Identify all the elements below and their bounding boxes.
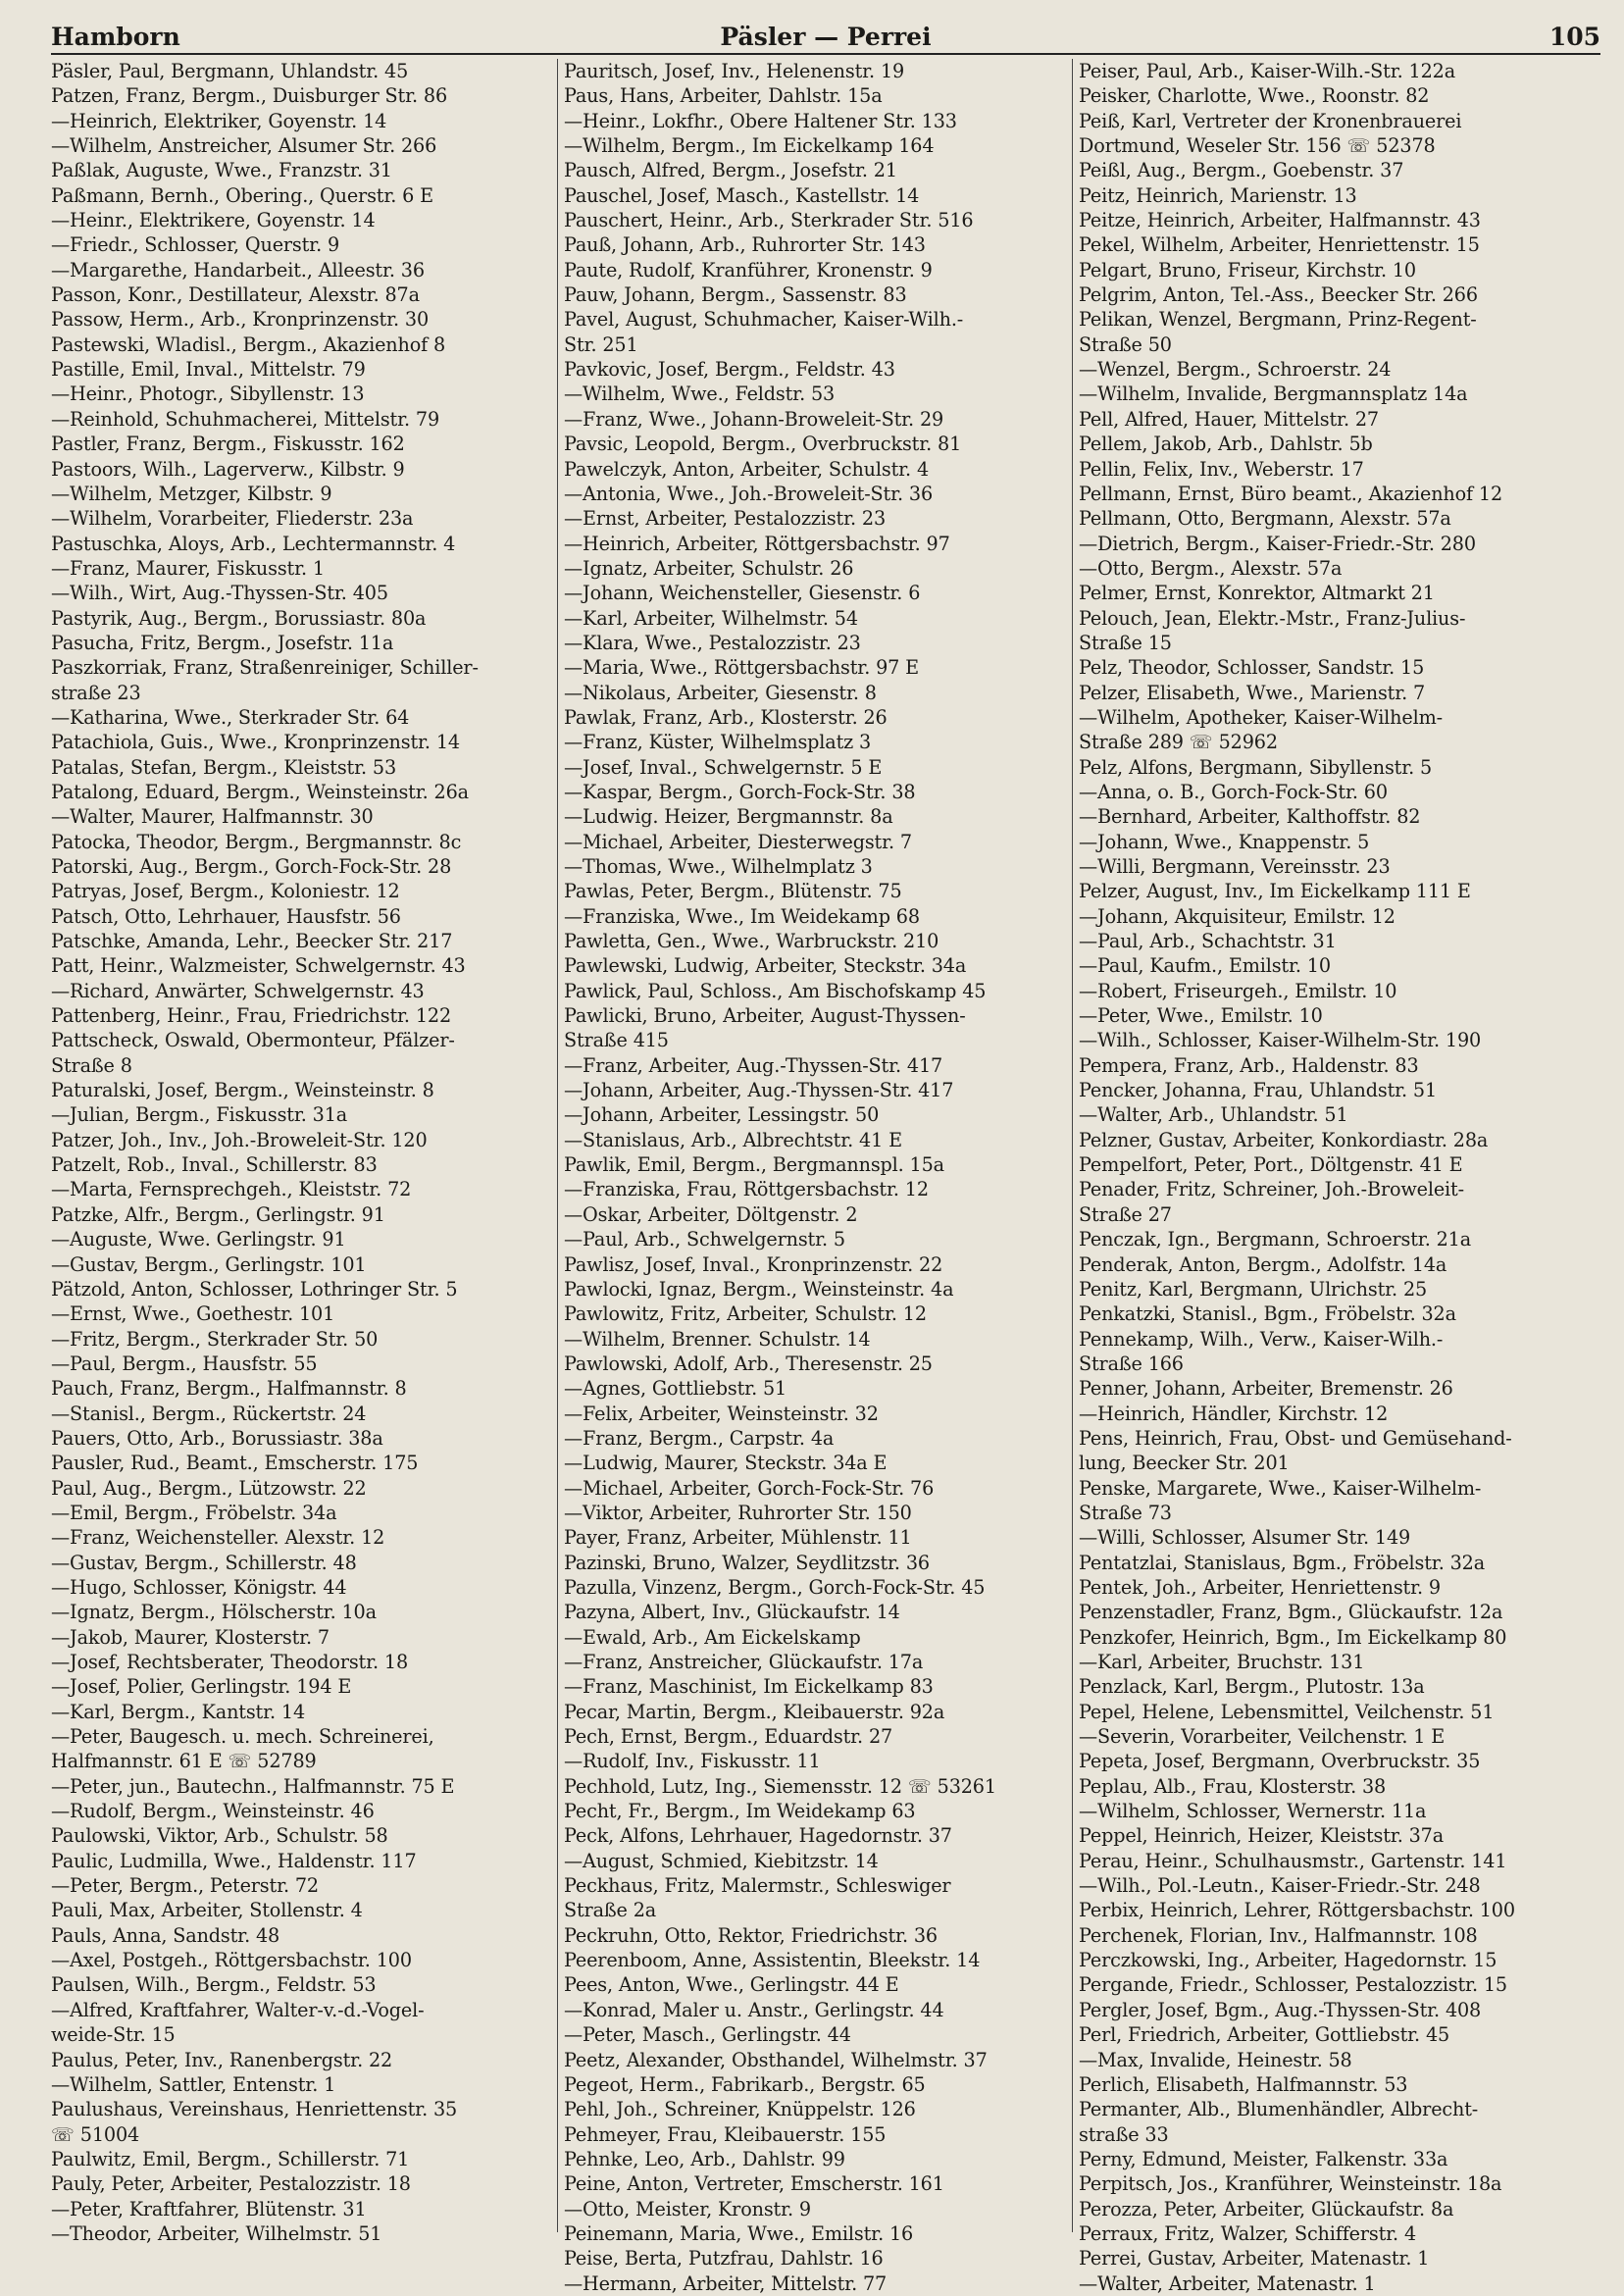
directory-entry: Perraux, Fritz, Walzer, Schifferstr. 4 — [1079, 2221, 1416, 2245]
directory-entry: —Reinhold, Schuhmacherei, Mittelstr. 79 — [51, 407, 440, 431]
directory-entry: Pecht, Fr., Bergm., Im Weidekamp 63 — [564, 1800, 916, 1823]
directory-entry: Peck, Alfons, Lehrhauer, Hagedornstr. 37 — [564, 1824, 952, 1848]
directory-entry: ☏ 51004 — [51, 2122, 140, 2146]
directory-entry: —Johann, Weichensteller, Giesenstr. 6 — [564, 582, 921, 605]
directory-entry: Paute, Rudolf, Kranführer, Kronenstr. 9 — [564, 258, 933, 281]
directory-entry: Pavel, August, Schuhmacher, Kaiser-Wilh.- — [564, 308, 964, 332]
directory-entry: —Wilhelm, Invalide, Bergmannsplatz 14a — [1079, 383, 1468, 406]
directory-entry: Paturalski, Josef, Bergm., Weinsteinstr. 8 — [51, 1079, 434, 1102]
directory-entry: —Gustav, Bergm., Schillerstr. 48 — [51, 1551, 357, 1574]
directory-entry: Pergande, Friedr., Schlosser, Pestalozzistr. 15 — [1079, 1973, 1507, 1997]
directory-entry: Perchenek, Florian, Inv., Halfmannstr. 108 — [1079, 1923, 1478, 1947]
directory-entry: Patalong, Eduard, Bergm., Weinsteinstr. 26a — [51, 780, 469, 803]
directory-entry: Patachiola, Guis., Wwe., Kronprinzenstr. 14 — [51, 731, 460, 754]
directory-entry: Peise, Berta, Putzfrau, Dahlstr. 16 — [564, 2247, 884, 2270]
directory-entry: —Emil, Bergm., Fröbelstr. 34a — [51, 1501, 337, 1524]
directory-entry: —Stanisl., Bergm., Rückertstr. 24 — [51, 1402, 367, 1425]
directory-entry: —Wilhelm, Brenner. Schulstr. 14 — [564, 1327, 871, 1351]
directory-entry: —Wilhelm, Apotheker, Kaiser-Wilhelm- — [1079, 705, 1443, 729]
directory-entry: —Alfred, Kraftfahrer, Walter-v.-d.-Vogel- — [51, 1998, 425, 2021]
directory-entry: Pazyna, Albert, Inv., Glückaufstr. 14 — [564, 1601, 900, 1624]
directory-entry: —Hermann, Arbeiter, Mittelstr. 77 — [564, 2271, 888, 2295]
directory-entry: —Wilh., Wirt, Aug.-Thyssen-Str. 405 — [51, 582, 388, 605]
directory-entry: —Ignatz, Arbeiter, Schulstr. 26 — [564, 556, 854, 580]
directory-entry: —Karl, Arbeiter, Bruchstr. 131 — [1079, 1651, 1365, 1673]
directory-entry: Pell, Alfred, Hauer, Mittelstr. 27 — [1079, 407, 1379, 431]
directory-entry: Pawlowitz, Fritz, Arbeiter, Schulstr. 12 — [564, 1302, 927, 1326]
directory-entry: Pellmann, Ernst, Büro beamt., Akazienhof 12 — [1079, 482, 1503, 505]
directory-entry: —Wilhelm, Metzger, Kilbstr. 9 — [51, 482, 332, 505]
directory-entry: Pelzer, August, Inv., Im Eickelkamp 111 E — [1079, 880, 1471, 903]
directory-entry: Pepel, Helene, Lebensmittel, Veilchenstr. 51 — [1079, 1700, 1495, 1723]
directory-entry: straße 23 — [51, 681, 141, 704]
directory-entry: —Peter, Masch., Gerlingstr. 44 — [564, 2023, 851, 2047]
directory-entry: —Jakob, Maurer, Klosterstr. 7 — [51, 1625, 330, 1649]
directory-entry: Pawlicki, Bruno, Arbeiter, August-Thyssen- — [564, 1004, 966, 1028]
directory-entry: —Heinr., Photogr., Sibyllenstr. 13 — [51, 383, 365, 406]
directory-entry: Pelz, Alfons, Bergmann, Sibyllenstr. 5 — [1079, 755, 1433, 779]
directory-entry: Pauers, Otto, Arb., Borussiastr. 38a — [51, 1426, 383, 1450]
directory-entry: Pattenberg, Heinr., Frau, Friedrichstr. 122 — [51, 1004, 451, 1028]
directory-entry: —Rudolf, Bergm., Weinsteinstr. 46 — [51, 1800, 375, 1823]
directory-entry: Pauritsch, Josef, Inv., Helenenstr. 19 — [564, 60, 905, 82]
directory-entry: Pellin, Felix, Inv., Weberstr. 17 — [1079, 457, 1364, 481]
directory-entry: —Bernhard, Arbeiter, Kalthoffstr. 82 — [1079, 805, 1421, 829]
directory-entry: —Wilhelm, Vorarbeiter, Fliederstr. 23a — [51, 507, 414, 531]
directory-entry: —Rudolf, Inv., Fiskusstr. 11 — [564, 1750, 821, 1773]
directory-entry: —Franz, Maurer, Fiskusstr. 1 — [51, 556, 325, 580]
directory-entry: Straße 415 — [564, 1029, 669, 1052]
directory-entry: —Antonia, Wwe., Joh.-Broweleit-Str. 36 — [564, 482, 934, 505]
directory-entry: Pazulla, Vinzenz, Bergm., Gorch-Fock-Str. 45 — [564, 1575, 986, 1599]
directory-entry: Penitz, Karl, Bergmann, Ulrichstr. 25 — [1079, 1277, 1428, 1301]
directory-entry: Pelzer, Elisabeth, Wwe., Marienstr. 7 — [1079, 681, 1426, 704]
directory-entry: —Johann, Arbeiter, Aug.-Thyssen-Str. 417 — [564, 1079, 954, 1102]
directory-entry: Patalas, Stefan, Bergm., Kleiststr. 53 — [51, 755, 397, 779]
directory-entry: Penzkofer, Heinrich, Bgm., Im Eickelkamp 80 — [1079, 1625, 1507, 1649]
directory-entry: Pempelfort, Peter, Port., Döltgenstr. 41 E — [1079, 1153, 1463, 1177]
directory-entry: Perbix, Heinrich, Lehrer, Röttgersbachstr. 100 — [1079, 1899, 1515, 1922]
directory-entry: Pelmer, Ernst, Konrektor, Altmarkt 21 — [1079, 582, 1435, 605]
directory-entry: Pausch, Alfred, Bergm., Josefstr. 21 — [564, 159, 897, 182]
directory-entry: Paßlak, Auguste, Wwe., Franzstr. 31 — [51, 159, 392, 182]
directory-entry: Patzen, Franz, Bergm., Duisburger Str. 86 — [51, 84, 448, 108]
directory-entry: Pawlocki, Ignaz, Bergm., Weinsteinstr. 4a — [564, 1277, 954, 1301]
directory-entry: Pelouch, Jean, Elektr.-Mstr., Franz-Julius- — [1079, 606, 1466, 630]
directory-entry: —Heinrich, Händler, Kirchstr. 12 — [1079, 1402, 1389, 1425]
directory-entry: Pastille, Emil, Inval., Mittelstr. 79 — [51, 358, 366, 382]
directory-entry: Patocka, Theodor, Bergm., Bergmannstr. 8c — [51, 830, 462, 853]
directory-entry: Patsch, Otto, Lehrhauer, Hausfstr. 56 — [51, 904, 401, 928]
directory-entry: straße 33 — [1079, 2122, 1169, 2146]
directory-entry: Pauli, Max, Arbeiter, Stollenstr. 4 — [51, 1899, 363, 1922]
directory-entry: —Heinr., Lokfhr., Obere Haltener Str. 133 — [564, 109, 957, 132]
directory-entry: —Franziska, Wwe., Im Weidekamp 68 — [564, 904, 920, 928]
directory-entry: —Josef, Rechtsberater, Theodorstr. 18 — [51, 1651, 409, 1673]
directory-entry: Pentek, Joh., Arbeiter, Henriettenstr. 9 — [1079, 1575, 1441, 1599]
directory-entry: —Johann, Wwe., Knappenstr. 5 — [1079, 830, 1370, 853]
directory-entry: —Wilh., Schlosser, Kaiser-Wilhelm-Str. 190 — [1079, 1029, 1482, 1052]
directory-entry: —Peter, Wwe., Emilstr. 10 — [1079, 1004, 1323, 1028]
directory-entry: Peiser, Paul, Arb., Kaiser-Wilh.-Str. 122a — [1079, 60, 1455, 82]
directory-entry: Penader, Fritz, Schreiner, Joh.-Broweleit- — [1079, 1178, 1464, 1201]
directory-entry: Perau, Heinr., Schulhausmstr., Gartenstr. 141 — [1079, 1849, 1507, 1872]
directory-entry: Pavsic, Leopold, Bergm., Overbruckstr. 81 — [564, 433, 962, 456]
directory-entry: —Oskar, Arbeiter, Döltgenstr. 2 — [564, 1202, 858, 1226]
directory-entry: Pausler, Rud., Beamt., Emscherstr. 175 — [51, 1452, 419, 1475]
directory-entry: —Willi, Schlosser, Alsumer Str. 149 — [1079, 1526, 1411, 1550]
directory-entry: —Max, Invalide, Heinestr. 58 — [1079, 2048, 1352, 2071]
directory-entry: Peisker, Charlotte, Wwe., Roonstr. 82 — [1079, 84, 1430, 108]
directory-entry: —Peter, Kraftfahrer, Blütenstr. 31 — [51, 2197, 367, 2220]
directory-entry: Pauch, Franz, Bergm., Halfmannstr. 8 — [51, 1377, 407, 1401]
directory-entry: Pegeot, Herm., Fabrikarb., Bergstr. 65 — [564, 2072, 926, 2096]
directory-entry: Pechhold, Lutz, Ing., Siemensstr. 12 ☏ 53261 — [564, 1774, 996, 1798]
directory-entry: Peißl, Aug., Bergm., Goebenstr. 37 — [1079, 159, 1404, 182]
directory-entry: —Dietrich, Bergm., Kaiser-Friedr.-Str. 280 — [1079, 532, 1476, 555]
directory-entry: —Auguste, Wwe. Gerlingstr. 91 — [51, 1228, 346, 1251]
directory-entry: Patzer, Joh., Inv., Joh.-Broweleit-Str. 120 — [51, 1128, 428, 1151]
directory-entry: —Heinr., Elektrikere, Goyenstr. 14 — [51, 209, 376, 232]
directory-entry: Pech, Ernst, Bergm., Eduardstr. 27 — [564, 1725, 893, 1749]
directory-entry: Pastler, Franz, Bergm., Fiskusstr. 162 — [51, 433, 405, 456]
column-2 — [557, 59, 1072, 2295]
directory-entry: —Gustav, Bergm., Gerlingstr. 101 — [51, 1252, 367, 1276]
directory-entry: —Viktor, Arbeiter, Ruhrorter Str. 150 — [564, 1501, 912, 1524]
directory-entry: Pauly, Peter, Arbeiter, Pestalozzistr. 18 — [51, 2172, 411, 2196]
directory-entry: —Josef, Polier, Gerlingstr. 194 E — [51, 1675, 352, 1699]
directory-entry: Pawlak, Franz, Arb., Klosterstr. 26 — [564, 705, 888, 729]
directory-entry: Pelikan, Wenzel, Bergmann, Prinz-Regent- — [1079, 308, 1477, 332]
directory-entry: Patschke, Amanda, Lehr., Beecker Str. 217 — [51, 930, 453, 953]
directory-entry: —Wilh., Pol.-Leutn., Kaiser-Friedr.-Str. 248 — [1079, 1874, 1481, 1898]
directory-entry: —Peter, jun., Bautechn., Halfmannstr. 75 E — [51, 1774, 455, 1798]
directory-entry: Peitze, Heinrich, Arbeiter, Halfmannstr. 43 — [1079, 209, 1481, 232]
directory-entry: —Wilhelm, Sattler, Entenstr. 1 — [51, 2072, 336, 2096]
directory-entry: Straße 73 — [1079, 1501, 1172, 1524]
directory-entry: —Otto, Bergm., Alexstr. 57a — [1079, 556, 1343, 580]
directory-entry: —Klara, Wwe., Pestalozzistr. 23 — [564, 631, 861, 654]
directory-entry: —Peter, Baugesch. u. mech. Schreinerei, — [51, 1725, 434, 1749]
header-range: Päsler — Perrei — [720, 23, 932, 51]
directory-entry: —Franz, Anstreicher, Glückaufstr. 17a — [564, 1651, 924, 1673]
directory-entry: Pattscheck, Oswald, Obermonteur, Pfälzer- — [51, 1029, 455, 1052]
directory-entry: Paul, Aug., Bergm., Lützowstr. 22 — [51, 1476, 367, 1500]
directory-entry: Pennekamp, Wilh., Verw., Kaiser-Wilh.- — [1079, 1327, 1444, 1351]
directory-entry: Pauschel, Josef, Masch., Kastellstr. 14 — [564, 183, 920, 207]
directory-entry: —Karl, Bergm., Kantstr. 14 — [51, 1700, 306, 1723]
directory-entry: Dortmund, Weseler Str. 156 ☏ 52378 — [1079, 134, 1436, 158]
directory-entry: —Karl, Arbeiter, Wilhelmstr. 54 — [564, 606, 858, 630]
directory-entry: Pawlick, Paul, Schloss., Am Bischofskamp 45 — [564, 979, 987, 1002]
directory-entry: Paulic, Ludmilla, Wwe., Haldenstr. 117 — [51, 1849, 417, 1872]
directory-entry: —Wilhelm, Anstreicher, Alsumer Str. 266 — [51, 134, 437, 158]
directory-entry: Penkatzki, Stanisl., Bgm., Fröbelstr. 32a — [1079, 1302, 1456, 1326]
directory-entry: Pavkovic, Josef, Bergm., Feldstr. 43 — [564, 358, 895, 382]
directory-entry: Penczak, Ign., Bergmann, Schroerstr. 21a — [1079, 1228, 1472, 1251]
directory-entry: —Johann, Akquisiteur, Emilstr. 12 — [1079, 904, 1396, 928]
directory-entry: Perozza, Peter, Arbeiter, Glückaufstr. 8a — [1079, 2197, 1454, 2220]
directory-entry: —Thomas, Wwe., Wilhelmplatz 3 — [564, 855, 873, 878]
directory-entry: Paulwitz, Emil, Bergm., Schillerstr. 71 — [51, 2147, 410, 2170]
directory-entry: —Franz, Arbeiter, Aug.-Thyssen-Str. 417 — [564, 1053, 943, 1077]
directory-entry: Perczkowski, Ing., Arbeiter, Hagedornstr. 15 — [1079, 1949, 1497, 1972]
directory-entry: Passon, Konr., Destillateur, Alexstr. 87a — [51, 283, 420, 307]
directory-entry: Paulushaus, Vereinshaus, Henriettenstr. 35 — [51, 2098, 458, 2121]
directory-entry: Pauschert, Heinr., Arb., Sterkrader Str. 516 — [564, 209, 974, 232]
directory-entry: Pens, Heinrich, Frau, Obst- und Gemüsehand- — [1079, 1426, 1512, 1450]
directory-entry: —Marta, Fernsprechgeh., Kleiststr. 72 — [51, 1178, 412, 1201]
directory-entry: Str. 251 — [564, 332, 638, 356]
directory-entry: Permanter, Alb., Blumenhändler, Albrecht- — [1079, 2098, 1479, 2121]
directory-entry: Pauß, Johann, Arb., Ruhrorter Str. 143 — [564, 233, 926, 257]
directory-entry: —Wenzel, Bergm., Schroerstr. 24 — [1079, 358, 1392, 382]
directory-columns — [51, 59, 1600, 2295]
directory-entry: Pekel, Wilhelm, Arbeiter, Henriettenstr. 15 — [1079, 233, 1480, 257]
directory-entry: Paulowski, Viktor, Arb., Schulstr. 58 — [51, 1824, 388, 1848]
directory-entry: —Nikolaus, Arbeiter, Giesenstr. 8 — [564, 681, 877, 704]
directory-entry: Paßmann, Bernh., Obering., Querstr. 6 E — [51, 183, 434, 207]
directory-entry: —Hugo, Schlosser, Königstr. 44 — [51, 1575, 347, 1599]
directory-entry: Peplau, Alb., Frau, Klosterstr. 38 — [1079, 1774, 1387, 1798]
directory-entry: Straße 2a — [564, 1899, 657, 1922]
directory-entry: Peetz, Alexander, Obsthandel, Wilhelmstr. 37 — [564, 2048, 988, 2071]
directory-entry: —Willi, Bergmann, Vereinsstr. 23 — [1079, 855, 1391, 878]
directory-entry: Penzenstadler, Franz, Bgm., Glückaufstr. 12a — [1079, 1601, 1503, 1624]
directory-entry: Pelz, Theodor, Schlosser, Sandstr. 15 — [1079, 656, 1425, 680]
directory-entry: Peckruhn, Otto, Rektor, Friedrichstr. 36 — [564, 1923, 938, 1947]
directory-entry: —Robert, Friseurgeh., Emilstr. 10 — [1079, 979, 1397, 1002]
directory-entry: Paszkorriak, Franz, Straßenreiniger, Schiller- — [51, 656, 479, 680]
directory-entry: —August, Schmied, Kiebitzstr. 14 — [564, 1849, 879, 1872]
directory-entry: —Walter, Arbeiter, Matenastr. 1 — [1079, 2271, 1376, 2295]
directory-entry: —Franziska, Frau, Röttgersbachstr. 12 — [564, 1178, 929, 1201]
directory-entry: —Johann, Arbeiter, Lessingstr. 50 — [564, 1103, 880, 1127]
header-city: Hamborn — [51, 23, 180, 51]
directory-entry: Pellem, Jakob, Arb., Dahlstr. 5b — [1079, 433, 1373, 456]
directory-entry: Pempera, Franz, Arb., Haldenstr. 83 — [1079, 1053, 1419, 1077]
directory-entry: Pelzner, Gustav, Arbeiter, Konkordiastr. 28a — [1079, 1128, 1489, 1151]
directory-entry: Peitz, Heinrich, Marienstr. 13 — [1079, 183, 1357, 207]
directory-entry: Passow, Herm., Arb., Kronprinzenstr. 30 — [51, 308, 430, 332]
directory-entry: Pellmann, Otto, Bergmann, Alexstr. 57a — [1079, 507, 1451, 531]
directory-entry: Pees, Anton, Wwe., Gerlingstr. 44 E — [564, 1973, 899, 1997]
directory-entry: Peckhaus, Fritz, Malermstr., Schleswiger — [564, 1874, 951, 1898]
directory-entry: —Paul, Bergm., Hausfstr. 55 — [51, 1352, 318, 1375]
directory-entry: —Felix, Arbeiter, Weinsteinstr. 32 — [564, 1402, 879, 1425]
directory-page — [51, 18, 1600, 2295]
directory-entry: —Anna, o. B., Gorch-Fock-Str. 60 — [1079, 780, 1388, 803]
directory-entry: Patorski, Aug., Bergm., Gorch-Fock-Str. 28 — [51, 855, 452, 878]
directory-entry: —Paul, Kaufm., Emilstr. 10 — [1079, 954, 1331, 978]
directory-entry: —Walter, Arb., Uhlandstr. 51 — [1079, 1103, 1348, 1127]
directory-entry: Patt, Heinr., Walzmeister, Schwelgernstr. 43 — [51, 954, 466, 978]
directory-entry: Peine, Anton, Vertreter, Emscherstr. 161 — [564, 2172, 944, 2196]
directory-entry: —Theodor, Arbeiter, Wilhelmstr. 51 — [51, 2221, 382, 2245]
directory-entry: Straße 27 — [1079, 1202, 1172, 1226]
directory-entry: —Otto, Meister, Kronstr. 9 — [564, 2197, 811, 2220]
page-header — [51, 18, 1600, 55]
directory-entry: —Walter, Maurer, Halfmannstr. 30 — [51, 805, 374, 829]
directory-entry: Pehmeyer, Frau, Kleibauerstr. 155 — [564, 2122, 887, 2146]
directory-entry: —Ludwig, Maurer, Steckstr. 34a E — [564, 1452, 888, 1475]
directory-entry: Pelgart, Bruno, Friseur, Kirchstr. 10 — [1079, 258, 1416, 281]
directory-entry: Perrei, Gustav, Arbeiter, Matenastr. 1 — [1079, 2247, 1430, 2270]
directory-entry: Straße 8 — [51, 1053, 132, 1077]
directory-entry: Perpitsch, Jos., Kranführer, Weinsteinstr. 18a — [1079, 2172, 1502, 2196]
directory-entry: Paulus, Peter, Inv., Ranenbergstr. 22 — [51, 2048, 393, 2071]
directory-entry: Pazinski, Bruno, Walzer, Seydlitzstr. 36 — [564, 1551, 930, 1574]
directory-entry: Pastewski, Wladisl., Bergm., Akazienhof 8 — [51, 332, 446, 356]
directory-entry: weide-Str. 15 — [51, 2023, 176, 2047]
directory-entry: Straße 166 — [1079, 1352, 1184, 1375]
directory-entry: Paulsen, Wilh., Bergm., Feldstr. 53 — [51, 1973, 377, 1997]
directory-entry: Straße 50 — [1079, 332, 1172, 356]
directory-entry: Halfmannstr. 61 E ☏ 52789 — [51, 1750, 317, 1773]
directory-entry: Paus, Hans, Arbeiter, Dahlstr. 15a — [564, 84, 883, 108]
directory-entry: Pauls, Anna, Sandstr. 48 — [51, 1923, 280, 1947]
directory-entry: —Josef, Inval., Schwelgernstr. 5 E — [564, 755, 883, 779]
directory-entry: —Franz, Maschinist, Im Eickelkamp 83 — [564, 1675, 934, 1699]
directory-entry: —Kaspar, Bergm., Gorch-Fock-Str. 38 — [564, 780, 916, 803]
directory-entry: Pätzold, Anton, Schlosser, Lothringer Str. 5 — [51, 1277, 458, 1301]
directory-entry: —Wilhelm, Wwe., Feldstr. 53 — [564, 383, 836, 406]
directory-entry: Penderak, Anton, Bergm., Adolfstr. 14a — [1079, 1252, 1447, 1276]
directory-entry: Pastuschka, Aloys, Arb., Lechtermannstr. 4 — [51, 532, 456, 555]
directory-entry: —Franz, Wwe., Johann-Broweleit-Str. 29 — [564, 407, 944, 431]
directory-entry: Pawletta, Gen., Wwe., Warbruckstr. 210 — [564, 930, 939, 953]
directory-entry: Patzke, Alfr., Bergm., Gerlingstr. 91 — [51, 1202, 385, 1226]
directory-entry: —Konrad, Maler u. Anstr., Gerlingstr. 44 — [564, 1998, 944, 2021]
directory-entry: Pencker, Johanna, Frau, Uhlandstr. 51 — [1079, 1079, 1438, 1102]
directory-entry: Pawelczyk, Anton, Arbeiter, Schulstr. 4 — [564, 457, 930, 481]
directory-entry: —Ernst, Wwe., Goethestr. 101 — [51, 1302, 335, 1326]
directory-entry: lung, Beecker Str. 201 — [1079, 1452, 1290, 1475]
directory-entry: —Michael, Arbeiter, Diesterwegstr. 7 — [564, 830, 912, 853]
directory-entry: —Paul, Arb., Schachtstr. 31 — [1079, 930, 1337, 953]
directory-entry: —Wilhelm, Bergm., Im Eickelkamp 164 — [564, 134, 935, 158]
directory-entry: —Wilhelm, Schlosser, Wernerstr. 11a — [1079, 1800, 1427, 1823]
directory-entry: Pastyrik, Aug., Bergm., Borussiastr. 80a — [51, 606, 427, 630]
directory-entry: —Agnes, Gottliebstr. 51 — [564, 1377, 787, 1401]
directory-entry: —Ludwig. Heizer, Bergmannstr. 8a — [564, 805, 893, 829]
directory-entry: —Julian, Bergm., Fiskusstr. 31a — [51, 1103, 348, 1127]
directory-entry: Pergler, Josef, Bgm., Aug.-Thyssen-Str. 408 — [1079, 1998, 1482, 2021]
directory-entry: —Franz, Küster, Wilhelmsplatz 3 — [564, 731, 872, 754]
directory-entry: —Axel, Postgeh., Röttgersbachstr. 100 — [51, 1949, 412, 1972]
directory-entry: Pawlas, Peter, Bergm., Blütenstr. 75 — [564, 880, 902, 903]
directory-entry: —Margarethe, Handarbeit., Alleestr. 36 — [51, 258, 425, 281]
directory-entry: Pauw, Johann, Bergm., Sassenstr. 83 — [564, 283, 907, 307]
directory-entry: —Fritz, Bergm., Sterkrader Str. 50 — [51, 1327, 379, 1351]
directory-entry: Patryas, Josef, Bergm., Koloniestr. 12 — [51, 880, 400, 903]
directory-entry: Pawlowski, Adolf, Arb., Theresenstr. 25 — [564, 1352, 933, 1375]
directory-entry: Penzlack, Karl, Bergm., Plutostr. 13a — [1079, 1675, 1425, 1699]
directory-entry: Penske, Margarete, Wwe., Kaiser-Wilhelm- — [1079, 1476, 1482, 1500]
directory-entry: Pawlik, Emil, Bergm., Bergmannspl. 15a — [564, 1153, 944, 1177]
directory-entry: Pawlewski, Ludwig, Arbeiter, Steckstr. 34a — [564, 954, 967, 978]
directory-entry: —Paul, Arb., Schwelgernstr. 5 — [564, 1228, 845, 1251]
directory-entry: —Ernst, Arbeiter, Pestalozzistr. 23 — [564, 507, 887, 531]
directory-entry: Pelgrim, Anton, Tel.-Ass., Beecker Str. 266 — [1079, 283, 1478, 307]
directory-entry: Payer, Franz, Arbeiter, Mühlenstr. 11 — [564, 1526, 912, 1550]
directory-entry: —Michael, Arbeiter, Gorch-Fock-Str. 76 — [564, 1476, 935, 1500]
directory-entry: Pastoors, Wilh., Lagerverw., Kilbstr. 9 — [51, 457, 405, 481]
directory-entry: Straße 15 — [1079, 631, 1172, 654]
directory-entry: Peiß, Karl, Vertreter der Kronenbrauerei — [1079, 109, 1462, 132]
directory-entry: —Ewald, Arb., Am Eickelskamp — [564, 1625, 861, 1649]
directory-entry: Penner, Johann, Arbeiter, Bremenstr. 26 — [1079, 1377, 1453, 1401]
directory-entry: Pehl, Joh., Schreiner, Knüppelstr. 126 — [564, 2098, 916, 2121]
directory-entry: —Katharina, Wwe., Sterkrader Str. 64 — [51, 705, 410, 729]
directory-entry: Peppel, Heinrich, Heizer, Kleiststr. 37a — [1079, 1824, 1444, 1848]
directory-entry: —Heinrich, Arbeiter, Röttgersbachstr. 97 — [564, 532, 950, 555]
directory-entry: Perlich, Elisabeth, Halfmannstr. 53 — [1079, 2072, 1408, 2096]
directory-entry: Pecar, Martin, Bergm., Kleibauerstr. 92a — [564, 1700, 945, 1723]
directory-entry: Pehnke, Leo, Arb., Dahlstr. 99 — [564, 2147, 845, 2170]
column-3 — [1072, 59, 1589, 2295]
directory-entry: Perny, Edmund, Meister, Falkenstr. 33a — [1079, 2147, 1448, 2170]
directory-entry: Pasucha, Fritz, Bergm., Josefstr. 11a — [51, 631, 394, 654]
directory-entry: Pepeta, Josef, Bergmann, Overbruckstr. 35 — [1079, 1750, 1481, 1773]
directory-entry: —Franz, Weichensteller. Alexstr. 12 — [51, 1526, 385, 1550]
directory-entry: —Heinrich, Elektriker, Goyenstr. 14 — [51, 109, 387, 132]
directory-entry: Pentatzlai, Stanislaus, Bgm., Fröbelstr. 32a — [1079, 1551, 1486, 1574]
directory-entry: Perl, Friedrich, Arbeiter, Gottliebstr. 45 — [1079, 2023, 1450, 2047]
directory-entry: —Ignatz, Bergm., Hölscherstr. 10a — [51, 1601, 377, 1624]
page-number: 105 — [1548, 23, 1600, 51]
column-1 — [51, 59, 557, 2245]
directory-entry: Päsler, Paul, Bergmann, Uhlandstr. 45 — [51, 60, 409, 82]
directory-entry: —Friedr., Schlosser, Querstr. 9 — [51, 233, 340, 257]
directory-entry: Patzelt, Rob., Inval., Schillerstr. 83 — [51, 1153, 378, 1177]
directory-entry: —Severin, Vorarbeiter, Veilchenstr. 1 E — [1079, 1725, 1446, 1749]
directory-entry: —Stanislaus, Arb., Albrechtstr. 41 E — [564, 1128, 902, 1151]
directory-entry: —Peter, Bergm., Peterstr. 72 — [51, 1874, 319, 1898]
directory-entry: Peinemann, Maria, Wwe., Emilstr. 16 — [564, 2221, 914, 2245]
directory-entry: Peerenboom, Anne, Assistentin, Bleekstr. 14 — [564, 1949, 981, 1972]
directory-entry: —Franz, Bergm., Carpstr. 4a — [564, 1426, 835, 1450]
directory-entry: —Maria, Wwe., Röttgersbachstr. 97 E — [564, 656, 920, 680]
directory-entry: Straße 289 ☏ 52962 — [1079, 731, 1278, 754]
directory-entry: Pawlisz, Josef, Inval., Kronprinzenstr. 22 — [564, 1252, 943, 1276]
directory-entry: —Richard, Anwärter, Schwelgernstr. 43 — [51, 979, 425, 1002]
